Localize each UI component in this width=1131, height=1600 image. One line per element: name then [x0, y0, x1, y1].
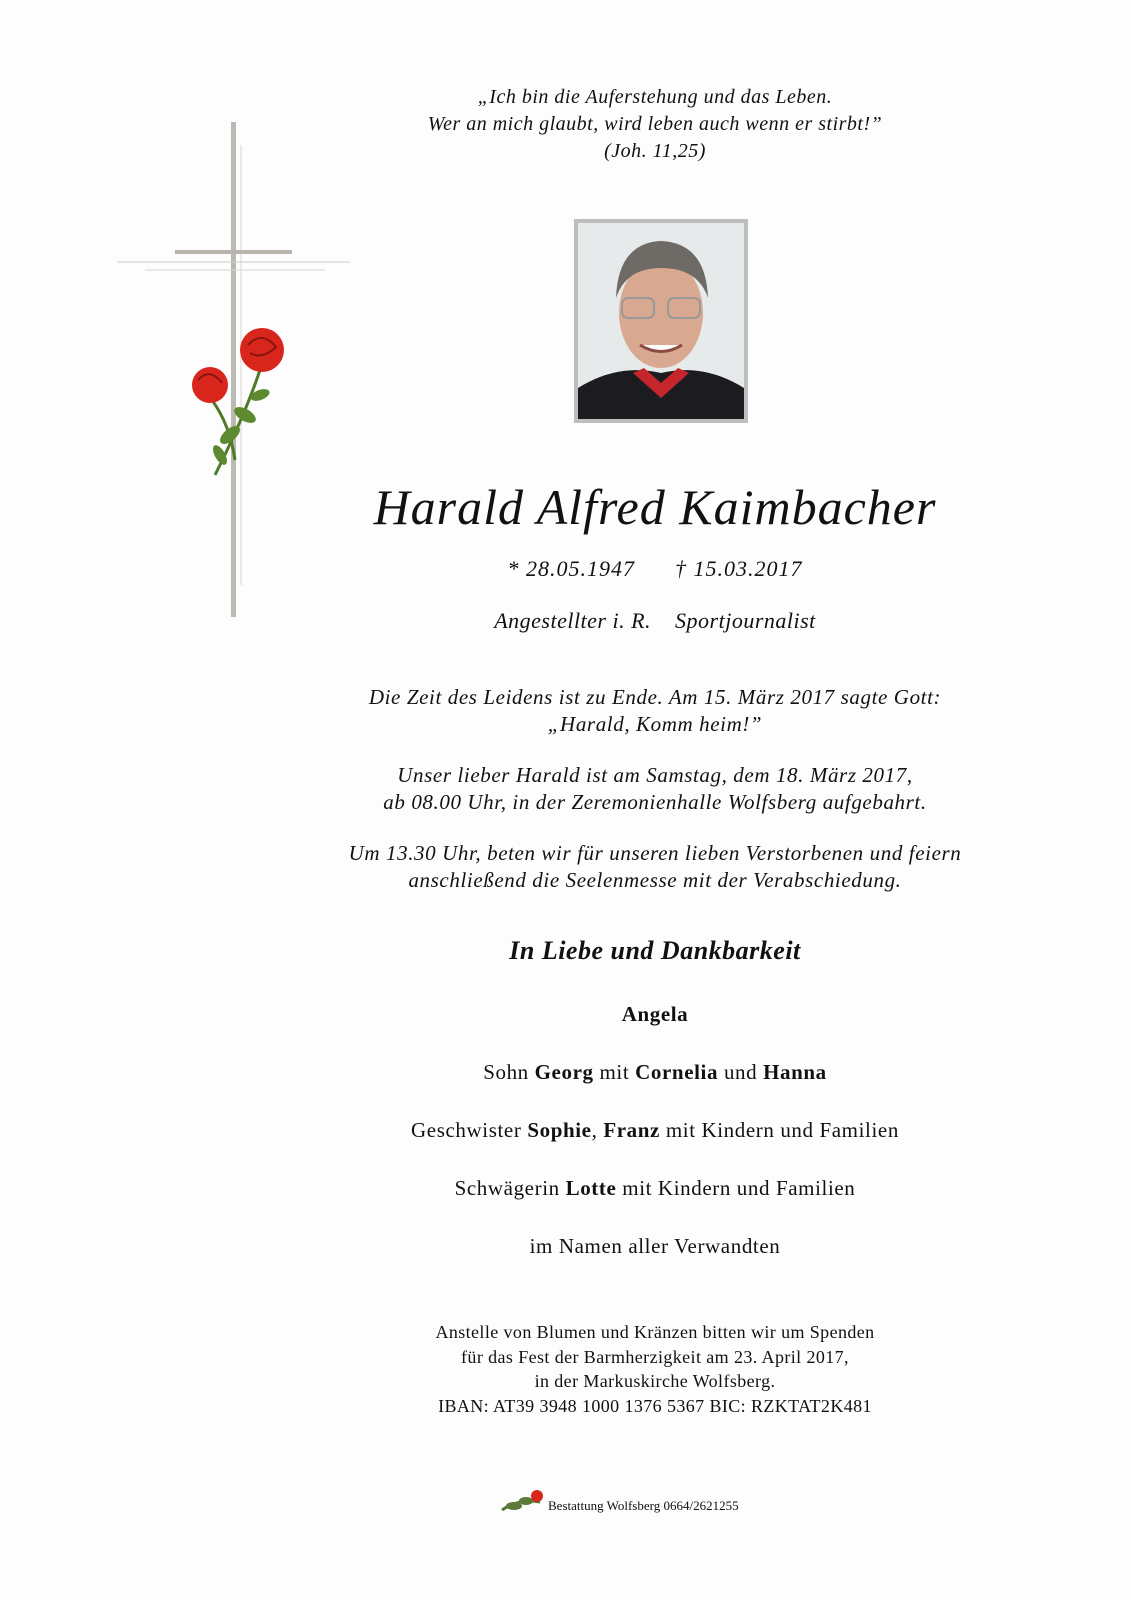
mourner-line: [330, 1176, 980, 1201]
deceased-name: Harald Alfred Kaimbacher: [373, 479, 937, 535]
mourner-line: [330, 1118, 980, 1143]
mourner-name: Franz: [603, 1118, 660, 1142]
text-line: Um 13.30 Uhr, beten wir für unseren lieben Verstorbenen und feiern: [348, 841, 962, 865]
mourner-line: [330, 1060, 980, 1085]
text: und: [718, 1060, 764, 1084]
donation-note: [330, 1320, 980, 1418]
quote-line: Wer an mich glaubt, wird leben auch wenn er stirbt!”: [427, 113, 883, 135]
text: mit: [593, 1060, 636, 1084]
text-line: ab 08.00 Uhr, in der Zeremonienhalle Wolfsberg aufgebahrt.: [383, 790, 927, 814]
mourners-heading: In Liebe und Dankbarkeit: [509, 936, 801, 965]
mourner-line: [330, 1002, 980, 1027]
death-date: † 15.03.2017: [675, 556, 803, 581]
text: Geschwister: [411, 1118, 528, 1142]
quote-line: „Ich bin die Auferstehung und das Leben.: [477, 86, 833, 108]
text-line: Die Zeit des Leidens ist zu Ende. Am 15. März 2017 sagte Gott:: [368, 685, 942, 709]
iban-line: IBAN: AT39 3948 1000 1376 5367 BIC: RZKTAT2K481: [438, 1395, 872, 1416]
mourner-line: im Namen aller Verwandten: [529, 1234, 781, 1258]
footer-text: Bestattung Wolfsberg 0664/2621255: [548, 1498, 739, 1513]
text: ,: [591, 1118, 604, 1142]
birth-date: * 28.05.1947: [507, 556, 635, 581]
bible-quote: [330, 84, 980, 165]
quote-reference: (Joh. 11,25): [604, 140, 706, 162]
paragraph-passing: [330, 684, 980, 738]
funeral-home-footer: [500, 1488, 739, 1514]
mourner-name: Lotte: [565, 1176, 617, 1200]
cross-with-roses-icon: [110, 115, 360, 625]
mourner-name: Angela: [621, 1002, 689, 1026]
paragraph-mass: [310, 840, 1000, 894]
text-line: Anstelle von Blumen und Kränzen bitten wir um Spenden: [435, 1322, 875, 1342]
text: Sohn: [483, 1060, 535, 1084]
text: mit Kindern und Familien: [659, 1118, 899, 1142]
life-dates: [330, 556, 980, 582]
portrait-photo: [574, 219, 748, 423]
text-line: in der Markuskirche Wolfsberg.: [534, 1371, 776, 1391]
mourner-name: Sophie: [527, 1118, 592, 1142]
mourner-name: Georg: [534, 1060, 594, 1084]
mourner-name: Cornelia: [635, 1060, 719, 1084]
occupation: Angestellter i. R.: [494, 608, 652, 633]
text: Schwägerin: [454, 1176, 566, 1200]
text-line: für das Fest der Barmherzigkeit am 23. April 2017,: [461, 1346, 849, 1367]
mourner-name: Hanna: [763, 1060, 827, 1084]
rose-logo-icon: [500, 1488, 544, 1514]
text-line: anschließend die Seelenmesse mit der Verabschiedung.: [408, 868, 902, 892]
paragraph-viewing: [330, 762, 980, 816]
text-line: „Harald, Komm heim!”: [547, 712, 763, 736]
roses-icon: [192, 328, 284, 475]
occupation: Sportjournalist: [675, 608, 816, 633]
occupations: [330, 608, 980, 634]
text-line: Unser lieber Harald ist am Samstag, dem 18. März 2017,: [397, 763, 913, 787]
text: mit Kindern und Familien: [616, 1176, 856, 1200]
